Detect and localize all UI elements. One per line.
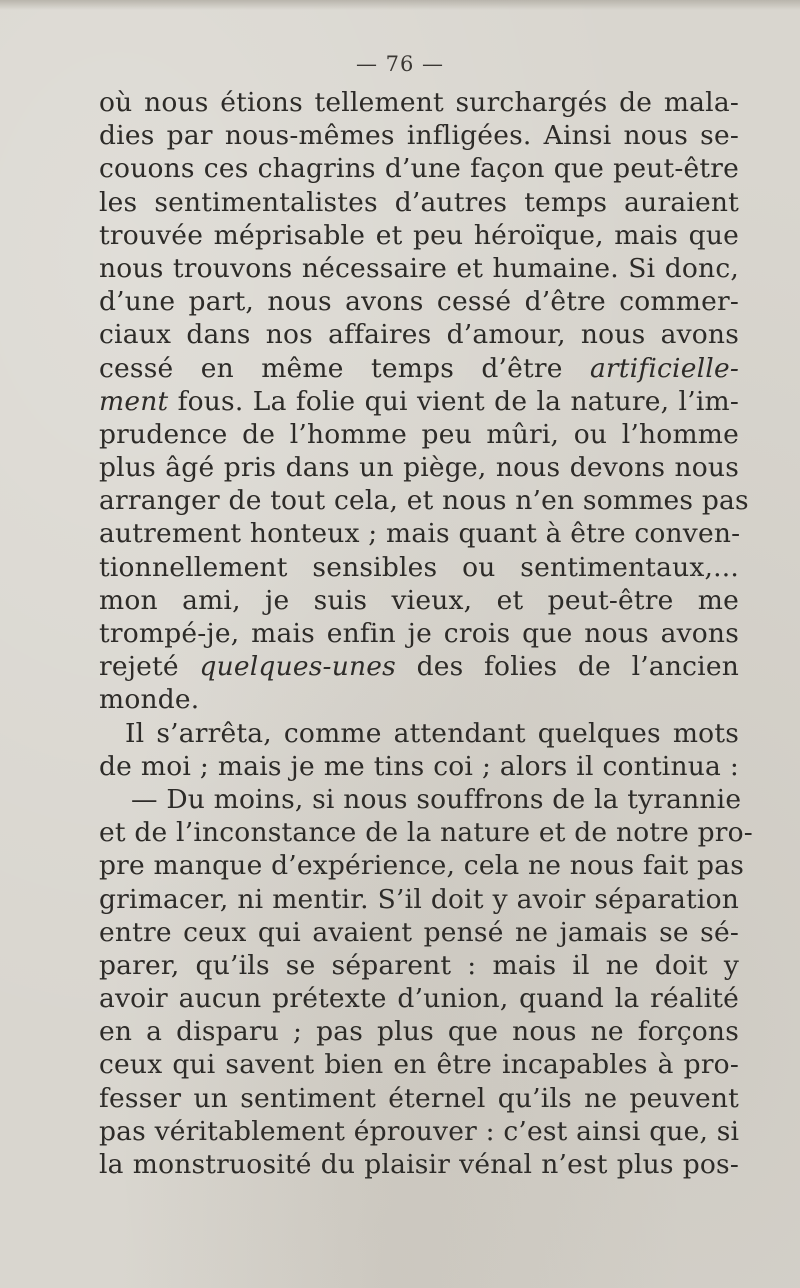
text-line: les sentimentalistes d’autres temps auraient xyxy=(99,186,739,218)
text-line: trouvée méprisable et peu héroïque, mais que xyxy=(99,219,739,251)
text-line: en a disparu ; pas plus que nous ne forçons xyxy=(99,1016,739,1048)
text-line xyxy=(99,352,739,385)
text-line: ceux qui savent bien en être incapables à pro- xyxy=(99,1049,739,1081)
text-segment: rejeté xyxy=(99,651,200,683)
text-line: parer, qu’ils se séparent : mais il ne doit y xyxy=(99,949,739,981)
text-line: Il s’arrêta, comme attendant quelques mots xyxy=(125,717,739,749)
text-line xyxy=(99,650,739,683)
text-line: prudence de l’homme peu mûri, ou l’homme xyxy=(99,418,739,450)
text-segment: fous. La folie qui vient de la nature, l’im- xyxy=(168,385,739,417)
text-line: et de l’inconstance de la nature et de notre pro- xyxy=(99,817,753,849)
text-line: couons ces chagrins d’une façon que peut-être xyxy=(99,153,739,185)
text-line: — Du moins, si nous souffrons de la tyrannie xyxy=(131,783,742,815)
text-line: où nous étions tellement surchargés de mala- xyxy=(99,87,739,118)
text-line: autrement honteux ; mais quant à être conven- xyxy=(99,518,741,550)
text-line: pre manque d’expérience, cela ne nous fait pas xyxy=(99,850,745,882)
text-line: ciaux dans nos affaires d’amour, nous avons xyxy=(99,319,739,351)
text-line: trompé-je, mais enfin je crois que nous avons xyxy=(99,618,739,649)
text-line: pas véritablement éprouver : c’est ainsi que, si xyxy=(99,1115,740,1147)
page-number: — 76 — xyxy=(355,52,445,76)
text-line: arranger de tout cela, et nous n’en sommes pas xyxy=(99,485,749,517)
text-line: mon ami, je suis vieux, et peut-être me xyxy=(99,584,739,616)
page-edge-shadow xyxy=(0,0,800,10)
text-line: avoir aucun prétexte d’union, quand la réalité xyxy=(99,983,739,1015)
text-segment: cessé en même temps d’être xyxy=(99,352,590,384)
text-line: fesser un sentiment éternel qu’ils ne peuvent xyxy=(99,1082,739,1114)
text-segment: des folies de l’ancien xyxy=(395,651,740,683)
text-line: la monstruosité du plaisir vénal n’est plus pos- xyxy=(99,1149,739,1180)
text-line: nous trouvons nécessaire et humaine. Si donc, xyxy=(99,252,739,284)
italic-text: artificielle- xyxy=(589,352,739,384)
italic-text: quelques-unes xyxy=(199,651,396,683)
text-line: d’une part, nous avons cessé d’être commer- xyxy=(99,286,739,318)
text-line: monde. xyxy=(99,684,200,716)
text-line: de moi ; mais je me tins coi ; alors il continua : xyxy=(99,750,739,782)
text-line: entre ceux qui avaient pensé ne jamais se sé- xyxy=(99,916,739,948)
text-line: grimacer, ni mentir. S’il doit y avoir séparation xyxy=(99,883,739,915)
italic-text: ment xyxy=(99,385,169,417)
text-line: dies par nous-mêmes infligées. Ainsi nous se- xyxy=(99,120,739,152)
body-text xyxy=(99,86,753,1181)
text-line: plus âgé pris dans un piège, nous devons nous xyxy=(99,452,739,484)
text-line xyxy=(99,385,739,418)
text-line: tionnellement sensibles ou sentimentaux,... xyxy=(99,551,739,583)
